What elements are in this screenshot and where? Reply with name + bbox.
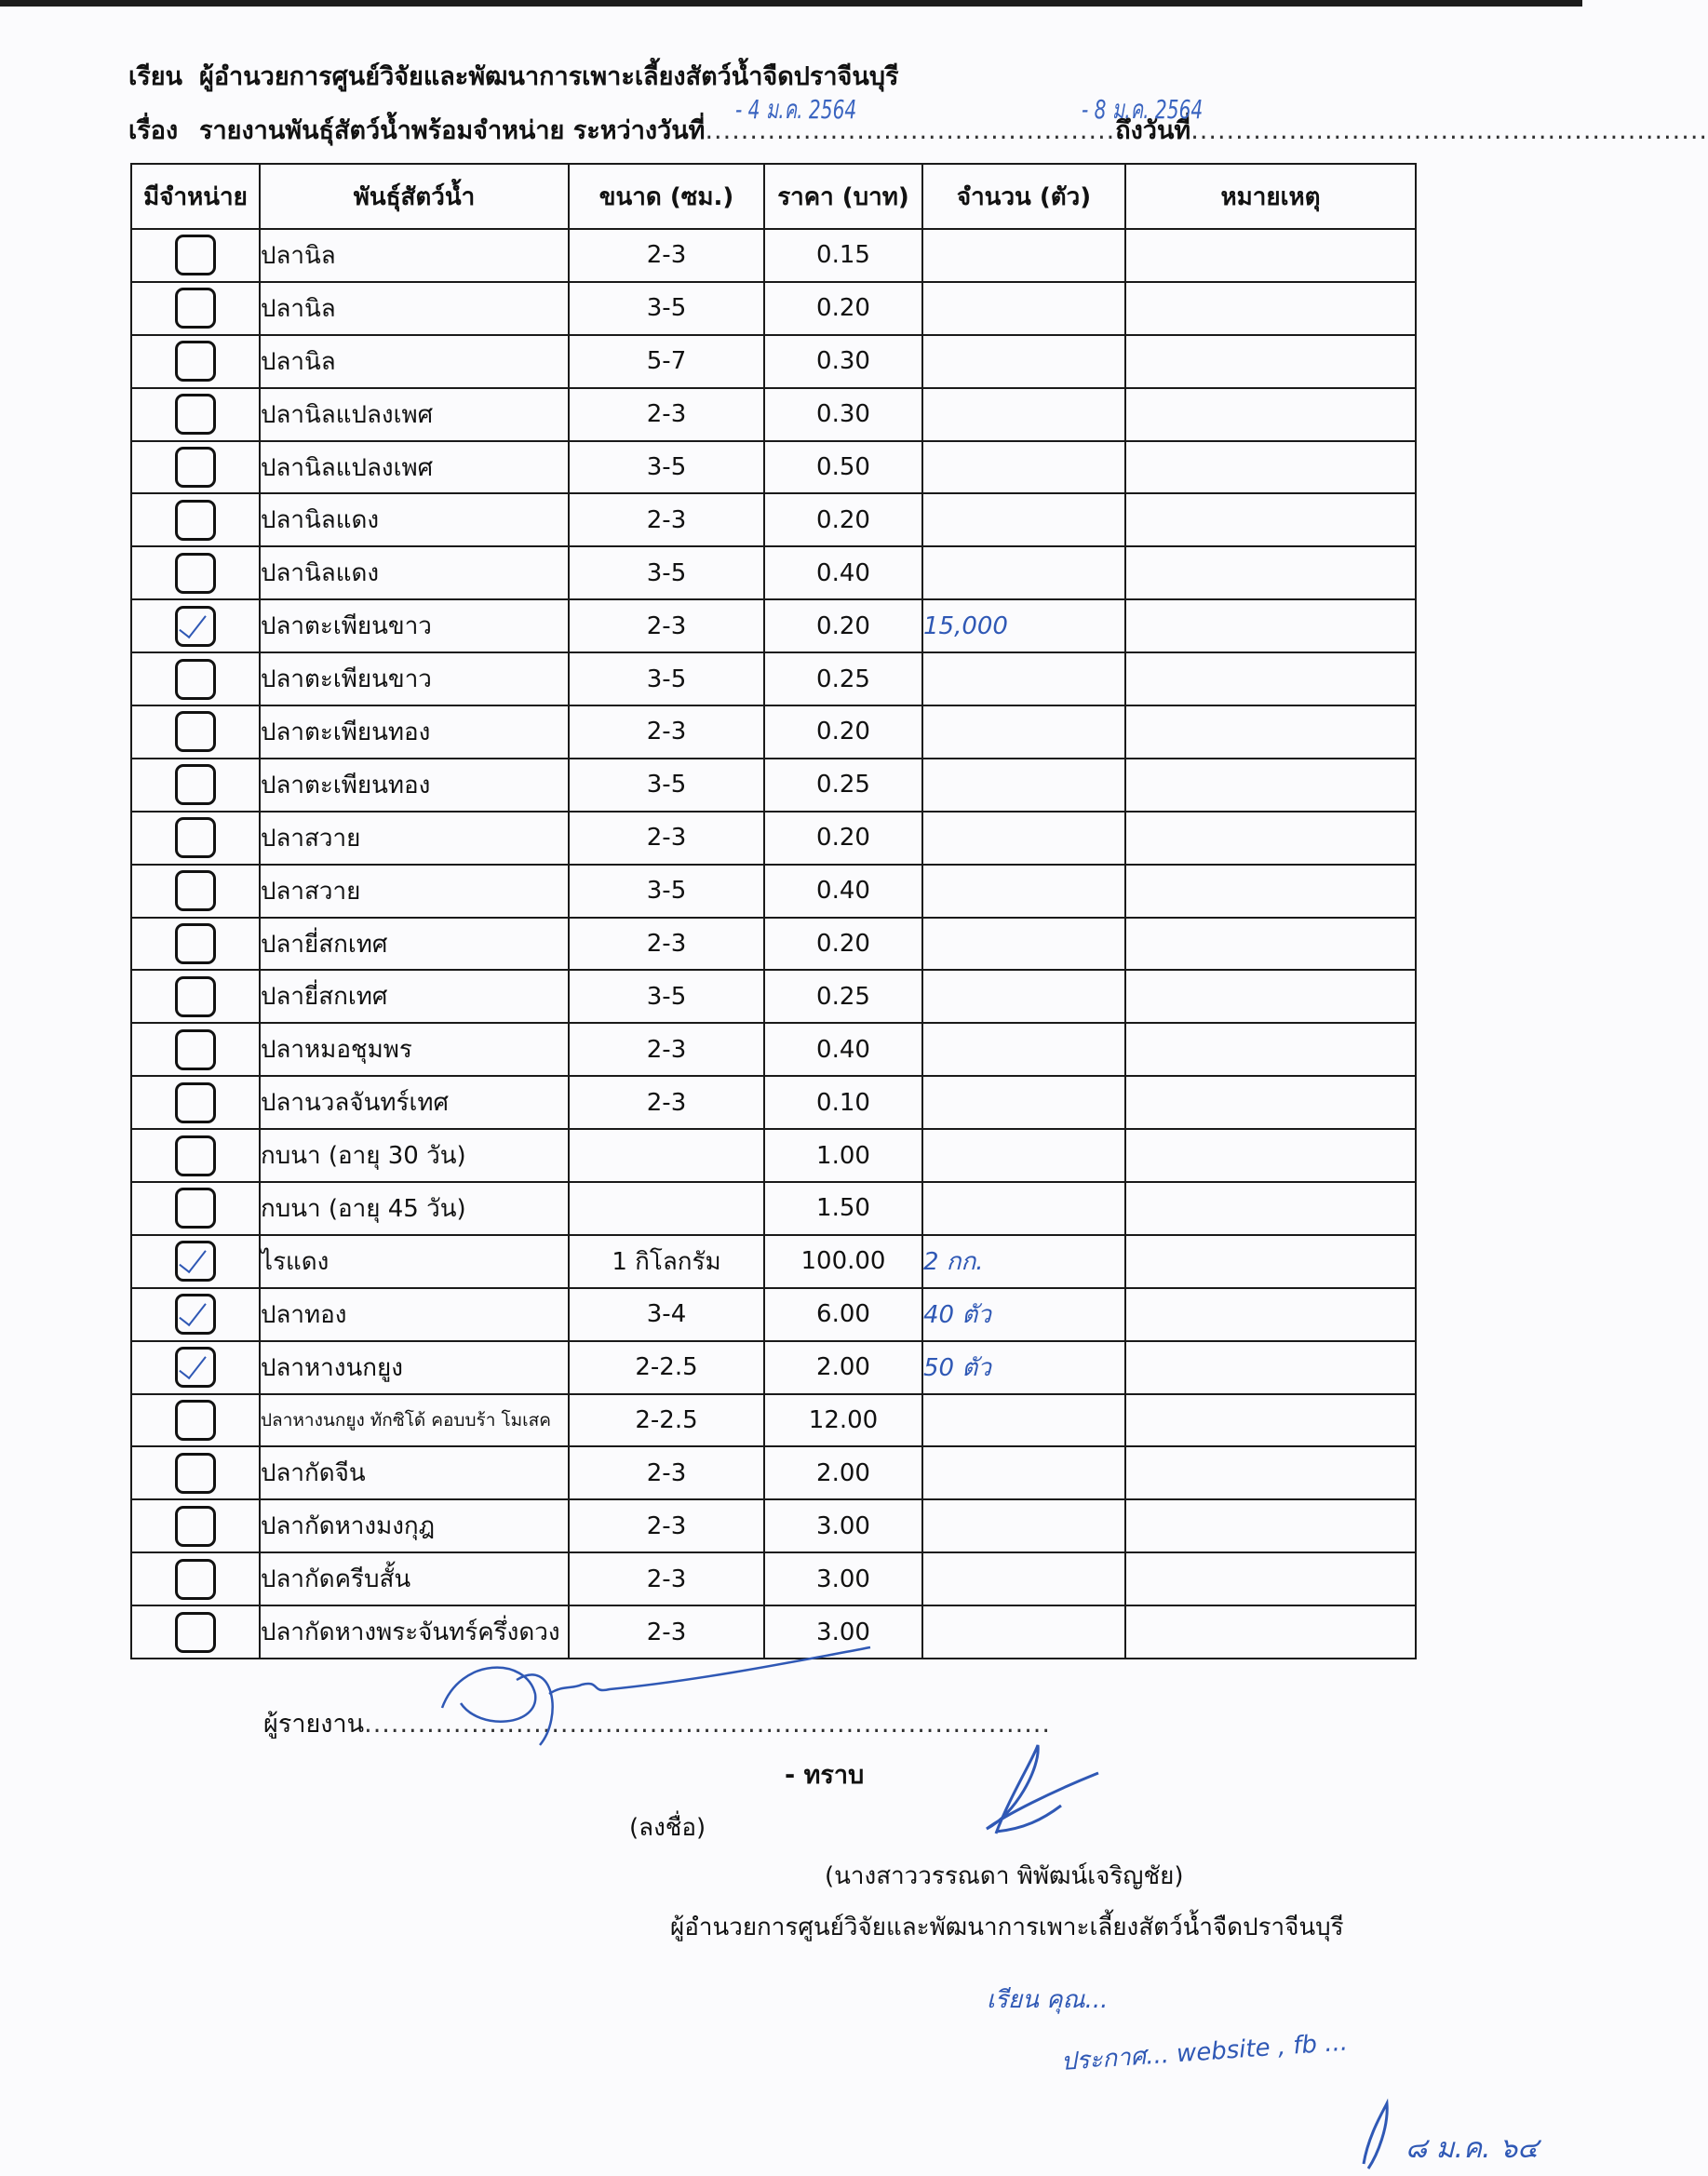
quantity-handwritten[interactable]: [922, 1552, 1125, 1605]
availability-cell: [131, 546, 260, 599]
table-row: [131, 335, 1416, 388]
table-row: [131, 1023, 1416, 1076]
price-baht: 6.00: [764, 1288, 922, 1341]
table-row: [131, 229, 1416, 282]
availability-checkbox[interactable]: [175, 659, 216, 700]
species-name: ปลานิลแปลงเพศ: [260, 441, 569, 494]
quantity-handwritten[interactable]: [922, 918, 1125, 971]
availability-checkbox[interactable]: [175, 1559, 216, 1600]
availability-checkbox[interactable]: [175, 1294, 216, 1335]
col-header-quantity: จำนวน (ตัว): [922, 164, 1125, 229]
handwritten-note-date: ๘ ม.ค. ๖๔: [1405, 2132, 1539, 2165]
reporter-dots: .............................................................................: [364, 1710, 1051, 1739]
quantity-handwritten[interactable]: [922, 1499, 1125, 1552]
table-row: [131, 546, 1416, 599]
price-baht: 3.00: [764, 1552, 922, 1605]
availability-cell: [131, 229, 260, 282]
species-name: ปลายี่สกเทศ: [260, 918, 569, 971]
size-cm: [569, 1182, 764, 1235]
species-name: ปลานิลแดง: [260, 493, 569, 546]
signer-name: (นางสาววรรณดา พิพัฒน์เจริญชัย): [825, 1862, 1184, 1890]
date-from-dots: ..............................................: [705, 116, 1116, 145]
availability-cell: [131, 493, 260, 546]
quantity-handwritten[interactable]: [922, 1394, 1125, 1447]
availability-cell: [131, 388, 260, 441]
signer-position: ผู้อำนวยการศูนย์วิจัยและพัฒนาการเพาะเลี้ยงสัตว์น้ำจืดปราจีนบุรี: [670, 1914, 1344, 1941]
quantity-handwritten[interactable]: [922, 865, 1125, 918]
species-name: ปลากัดหางมงกุฎ: [260, 1499, 569, 1552]
size-cm: 2-3: [569, 705, 764, 759]
quantity-handwritten[interactable]: [922, 335, 1125, 388]
availability-cell: [131, 652, 260, 705]
scan-edge: [0, 0, 1582, 7]
price-baht: 0.40: [764, 546, 922, 599]
price-baht: 0.15: [764, 229, 922, 282]
table-row: [131, 1129, 1416, 1182]
size-cm: 2-3: [569, 229, 764, 282]
handwritten-date-from: - 4 ม.ค. 2564: [735, 94, 857, 125]
size-cm: 2-3: [569, 599, 764, 652]
col-header-price: ราคา (บาท): [764, 164, 922, 229]
price-baht: 1.50: [764, 1182, 922, 1235]
species-name: ไรแดง: [260, 1235, 569, 1288]
species-name: ปลานิลแดง: [260, 546, 569, 599]
quantity-handwritten[interactable]: 50 ตัว: [922, 1341, 1125, 1394]
size-cm: 2-3: [569, 812, 764, 865]
availability-cell: [131, 1182, 260, 1235]
remark[interactable]: [1125, 1552, 1416, 1605]
availability-cell: [131, 970, 260, 1023]
price-baht: 3.00: [764, 1499, 922, 1552]
table-row: [131, 1341, 1416, 1394]
species-name: ปลายี่สกเทศ: [260, 970, 569, 1023]
handwritten-note-line-1: เรียน คุณ...: [987, 1986, 1109, 2014]
availability-checkbox[interactable]: [175, 1347, 216, 1388]
availability-checkbox[interactable]: [175, 1241, 216, 1282]
table-row: [131, 812, 1416, 865]
size-cm: 3-5: [569, 759, 764, 812]
quantity-handwritten[interactable]: [922, 441, 1125, 494]
species-name: ปลาทอง: [260, 1288, 569, 1341]
size-cm: 2-2.5: [569, 1341, 764, 1394]
species-name: กบนา (อายุ 45 วัน): [260, 1182, 569, 1235]
table-row: [131, 1182, 1416, 1235]
species-name: กบนา (อายุ 30 วัน): [260, 1129, 569, 1182]
remark[interactable]: [1125, 918, 1416, 971]
size-cm: 1 กิโลกรัม: [569, 1235, 764, 1288]
species-name: ปลานิล: [260, 229, 569, 282]
availability-checkbox[interactable]: [175, 923, 216, 964]
availability-checkbox[interactable]: [175, 1506, 216, 1547]
remark[interactable]: [1125, 493, 1416, 546]
availability-cell: [131, 759, 260, 812]
availability-cell: [131, 1288, 260, 1341]
size-cm: 3-5: [569, 970, 764, 1023]
availability-checkbox[interactable]: [175, 976, 216, 1017]
quantity-handwritten[interactable]: 15,000: [922, 599, 1125, 652]
species-name: ปลากัดจีน: [260, 1446, 569, 1499]
remark[interactable]: [1125, 1605, 1416, 1659]
species-name: ปลากัดหางพระจันทร์ครึ่งดวง: [260, 1605, 569, 1659]
availability-cell: [131, 1023, 260, 1076]
remark[interactable]: [1125, 335, 1416, 388]
col-header-species: พันธุ์สัตว์น้ำ: [260, 164, 569, 229]
availability-checkbox[interactable]: [175, 1453, 216, 1494]
quantity-handwritten[interactable]: [922, 1182, 1125, 1235]
availability-cell: [131, 1605, 260, 1659]
remark[interactable]: [1125, 1076, 1416, 1129]
availability-checkbox[interactable]: [175, 341, 216, 382]
table-row: [131, 1446, 1416, 1499]
availability-cell: [131, 1394, 260, 1447]
remark[interactable]: [1125, 229, 1416, 282]
quantity-handwritten[interactable]: 2 กก.: [922, 1235, 1125, 1288]
remark[interactable]: [1125, 759, 1416, 812]
remark[interactable]: [1125, 546, 1416, 599]
availability-checkbox[interactable]: [175, 1135, 216, 1176]
availability-cell: [131, 1076, 260, 1129]
table-header-row: [131, 164, 1416, 229]
availability-checkbox[interactable]: [175, 870, 216, 911]
price-baht: 0.30: [764, 388, 922, 441]
price-baht: 0.20: [764, 493, 922, 546]
col-header-available: มีจำหน่าย: [131, 164, 260, 229]
table-row: [131, 652, 1416, 705]
remark[interactable]: [1125, 1499, 1416, 1552]
col-header-remark: หมายเหตุ: [1125, 164, 1416, 229]
species-name: ปลาตะเพียนทอง: [260, 705, 569, 759]
availability-cell: [131, 1446, 260, 1499]
size-cm: 2-3: [569, 1076, 764, 1129]
table-row: [131, 441, 1416, 494]
price-baht: 3.00: [764, 1605, 922, 1659]
acknowledge-text: - ทราบ: [785, 1761, 865, 1790]
price-baht: 0.25: [764, 652, 922, 705]
species-name: ปลาสวาย: [260, 812, 569, 865]
price-baht: 1.00: [764, 1129, 922, 1182]
size-cm: 2-3: [569, 493, 764, 546]
size-cm: 2-3: [569, 1552, 764, 1605]
table-row: [131, 1288, 1416, 1341]
availability-cell: [131, 865, 260, 918]
price-baht: 100.00: [764, 1235, 922, 1288]
availability-checkbox[interactable]: [175, 447, 216, 488]
species-name: ปลากัดครีบสั้น: [260, 1552, 569, 1605]
table-row: [131, 1235, 1416, 1288]
remark[interactable]: [1125, 1288, 1416, 1341]
species-name: ปลานวลจันทร์เทศ: [260, 1076, 569, 1129]
species-name: ปลานิล: [260, 282, 569, 335]
size-cm: 5-7: [569, 335, 764, 388]
price-baht: 0.40: [764, 865, 922, 918]
availability-checkbox[interactable]: [175, 1612, 216, 1653]
price-baht: 0.20: [764, 705, 922, 759]
table-row: [131, 865, 1416, 918]
availability-cell: [131, 599, 260, 652]
price-baht: 0.10: [764, 1076, 922, 1129]
size-cm: [569, 1129, 764, 1182]
availability-cell: [131, 1341, 260, 1394]
species-name: ปลานิลแปลงเพศ: [260, 388, 569, 441]
quantity-handwritten[interactable]: [922, 388, 1125, 441]
availability-cell: [131, 1499, 260, 1552]
quantity-handwritten[interactable]: [922, 1023, 1125, 1076]
remark[interactable]: [1125, 388, 1416, 441]
availability-cell: [131, 1129, 260, 1182]
quantity-handwritten[interactable]: [922, 652, 1125, 705]
remark[interactable]: [1125, 1394, 1416, 1447]
size-cm: 3-4: [569, 1288, 764, 1341]
to-value: ผู้อำนวยการศูนย์วิจัยและพัฒนาการเพาะเลี้ยงสัตว์น้ำจืดปราจีนบุรี: [199, 62, 899, 91]
to-label: เรียน: [128, 62, 183, 91]
table-row: [131, 918, 1416, 971]
species-name: ปลาตะเพียนขาว: [260, 599, 569, 652]
remark[interactable]: [1125, 1446, 1416, 1499]
quantity-handwritten[interactable]: [922, 1446, 1125, 1499]
fish-stock-table: [130, 163, 1417, 1659]
remark[interactable]: [1125, 970, 1416, 1023]
quantity-handwritten[interactable]: [922, 705, 1125, 759]
size-cm: 3-5: [569, 865, 764, 918]
price-baht: 0.20: [764, 282, 922, 335]
table-row: [131, 282, 1416, 335]
availability-checkbox[interactable]: [175, 235, 216, 275]
size-cm: 2-3: [569, 1446, 764, 1499]
species-name: ปลานิล: [260, 335, 569, 388]
species-name: ปลาหางนกยูง: [260, 1341, 569, 1394]
quantity-handwritten[interactable]: [922, 229, 1125, 282]
availability-checkbox[interactable]: [175, 500, 216, 541]
remark[interactable]: [1125, 652, 1416, 705]
quantity-handwritten[interactable]: [922, 1129, 1125, 1182]
table-row: [131, 599, 1416, 652]
size-cm: 2-3: [569, 1605, 764, 1659]
price-baht: 0.20: [764, 918, 922, 971]
price-baht: 2.00: [764, 1446, 922, 1499]
species-name: ปลาหมอชุมพร: [260, 1023, 569, 1076]
availability-cell: [131, 1235, 260, 1288]
availability-cell: [131, 812, 260, 865]
species-name: ปลาตะเพียนขาว: [260, 652, 569, 705]
remark[interactable]: [1125, 1341, 1416, 1394]
quantity-handwritten[interactable]: [922, 759, 1125, 812]
table-row: [131, 705, 1416, 759]
availability-checkbox[interactable]: [175, 288, 216, 329]
reporter-signature: [424, 1638, 889, 1750]
table-row: [131, 759, 1416, 812]
table-row: [131, 493, 1416, 546]
remark[interactable]: [1125, 599, 1416, 652]
size-cm: 2-3: [569, 1499, 764, 1552]
price-baht: 0.25: [764, 759, 922, 812]
species-name: ปลาหางนกยูง ทักซิโด้ คอบบร้า โมเสค: [260, 1394, 569, 1447]
remark[interactable]: [1125, 1023, 1416, 1076]
table-row: [131, 1552, 1416, 1605]
remark[interactable]: [1125, 865, 1416, 918]
quantity-handwritten[interactable]: [922, 812, 1125, 865]
quantity-handwritten[interactable]: [922, 970, 1125, 1023]
remark[interactable]: [1125, 441, 1416, 494]
availability-checkbox[interactable]: [175, 1400, 216, 1441]
remark[interactable]: [1125, 1235, 1416, 1288]
quantity-handwritten[interactable]: [922, 282, 1125, 335]
price-baht: 2.00: [764, 1341, 922, 1394]
quantity-handwritten[interactable]: [922, 493, 1125, 546]
quantity-handwritten[interactable]: [922, 1076, 1125, 1129]
species-name: ปลาตะเพียนทอง: [260, 759, 569, 812]
size-cm: 3-5: [569, 282, 764, 335]
subject-label: เรื่อง: [128, 116, 179, 145]
handwritten-date-to: - 8 ม.ค. 2564: [1082, 94, 1204, 125]
species-name: ปลาสวาย: [260, 865, 569, 918]
availability-checkbox[interactable]: [175, 1029, 216, 1070]
size-cm: 3-5: [569, 441, 764, 494]
col-header-size: ขนาด (ซม.): [569, 164, 764, 229]
availability-checkbox[interactable]: [175, 764, 216, 805]
size-cm: 2-2.5: [569, 1394, 764, 1447]
size-cm: 3-5: [569, 652, 764, 705]
availability-cell: [131, 282, 260, 335]
signed-label: (ลงชื่อ): [629, 1814, 706, 1842]
availability-cell: [131, 918, 260, 971]
table-row: [131, 1394, 1416, 1447]
remark[interactable]: [1125, 282, 1416, 335]
header-subject-line: [128, 110, 1708, 150]
availability-checkbox[interactable]: [175, 1082, 216, 1123]
availability-checkbox[interactable]: [175, 1188, 216, 1229]
quantity-handwritten[interactable]: [922, 1605, 1125, 1659]
table-row: [131, 1076, 1416, 1129]
size-cm: 2-3: [569, 388, 764, 441]
to-date-label: ถึงวันที่: [1115, 116, 1191, 145]
remark[interactable]: [1125, 812, 1416, 865]
table-row: [131, 388, 1416, 441]
price-baht: 0.50: [764, 441, 922, 494]
availability-cell: [131, 441, 260, 494]
size-cm: 2-3: [569, 1023, 764, 1076]
quantity-handwritten[interactable]: [922, 546, 1125, 599]
subject-value: รายงานพันธุ์สัตว์น้ำพร้อมจำหน่าย ระหว่างวันที่: [199, 116, 706, 145]
availability-checkbox[interactable]: [175, 817, 216, 858]
quantity-handwritten[interactable]: 40 ตัว: [922, 1288, 1125, 1341]
size-cm: 3-5: [569, 546, 764, 599]
table-row: [131, 970, 1416, 1023]
remark[interactable]: [1125, 1129, 1416, 1182]
price-baht: 0.25: [764, 970, 922, 1023]
price-baht: 12.00: [764, 1394, 922, 1447]
availability-cell: [131, 705, 260, 759]
remark[interactable]: [1125, 705, 1416, 759]
price-baht: 0.40: [764, 1023, 922, 1076]
availability-checkbox[interactable]: [175, 606, 216, 647]
size-cm: 2-3: [569, 918, 764, 971]
director-signature: [968, 1740, 1108, 1843]
reporter-label: ผู้รายงาน: [263, 1710, 365, 1739]
availability-cell: [131, 335, 260, 388]
date-to-dots: ..........................................................: [1190, 116, 1708, 145]
price-baht: 0.30: [764, 335, 922, 388]
availability-cell: [131, 1552, 260, 1605]
availability-checkbox[interactable]: [175, 553, 216, 594]
availability-checkbox[interactable]: [175, 394, 216, 435]
price-baht: 0.20: [764, 812, 922, 865]
table-row: [131, 1499, 1416, 1552]
price-baht: 0.20: [764, 599, 922, 652]
availability-checkbox[interactable]: [175, 711, 216, 752]
remark[interactable]: [1125, 1182, 1416, 1235]
handwritten-note-line-2: ประกาศ... website , fb ...: [1059, 2028, 1349, 2076]
